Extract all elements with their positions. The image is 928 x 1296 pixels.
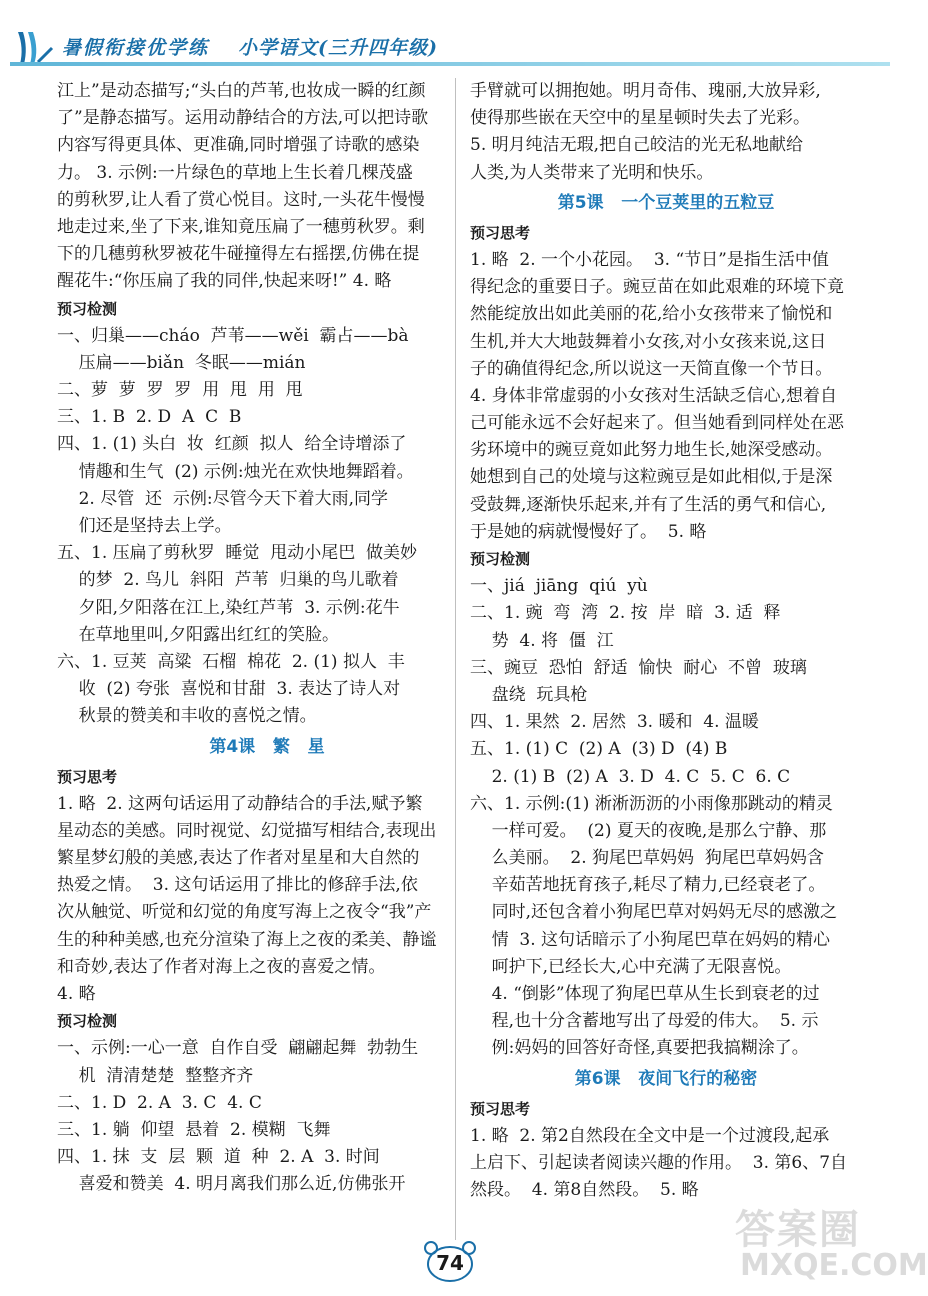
text-line: 她想到自己的处境与这粒豌豆是如此相似,于是深	[470, 467, 833, 488]
text-line: 二、1. D 2. A 3. C 4. C	[57, 1092, 262, 1113]
text-line: 五、1. 压扁了剪秋罗 睡觉 甩动小尾巴 做美妙	[57, 543, 418, 564]
text-line: 5. 明月纯洁无瑕,把自己皎洁的光无私地献给	[470, 135, 804, 156]
section-heading: 预习思考	[470, 223, 531, 242]
text-line: 1. 略 2. 这两句话运用了动静结合的手法,赋予繁	[57, 793, 423, 814]
text-line: 手臂就可以拥抱她。明月奇伟、瑰丽,大放异彩,	[470, 81, 821, 101]
page-header	[0, 0, 900, 72]
text-line: 同时,还包含着小狗尾巴草对妈妈无尽的感激之	[470, 902, 838, 923]
text-line: 三、豌豆 恐怕 舒适 愉快 耐心 不曾 玻璃	[470, 657, 807, 678]
section-heading: 预习检测	[57, 1012, 118, 1031]
text-line: 繁星梦幻般的美感,表达了作者对星星和大自然的	[57, 848, 420, 869]
text-line: 一样可爱。 (2) 夏天的夜晚,是那么宁静、那	[470, 820, 827, 841]
text-line: 4. 略	[57, 984, 96, 1004]
page-number-text: 74	[436, 1251, 464, 1275]
text-line: 1. 略 2. 一个小花园。 3. “节日”是指生活中值	[470, 249, 829, 270]
text-line: 情 3. 这句话暗示了小狗尾巴草在妈妈的精心	[470, 929, 831, 950]
text-line: 四、1. (1) 头白 妆 红颜 拟人 给全诗增添了	[57, 434, 407, 455]
text-line: 星动态的美感。同时视觉、幻觉描写相结合,表现出	[57, 820, 437, 841]
text-line: 江上”是动态描写;“头白的芦苇,也妆成一瞬的红颜	[57, 81, 426, 101]
text-line: 和奇妙,表达了作者对海上之夜的喜爱之情。	[57, 956, 386, 977]
watermark-en: MXQE.COM	[740, 1248, 928, 1283]
text-line: 夕阳,夕阳落在江上,染红芦苇 3. 示例:花牛	[57, 597, 400, 618]
text-line: 二、萝 萝 罗 罗 用 甩 用 甩	[57, 380, 303, 401]
text-line: 下的几穗剪秋罗被花牛碰撞得左右摇摆,仿佛在提	[57, 244, 420, 265]
text-line: 醒花牛:“你压扁了我的同伴,快起来呀!” 4. 略	[57, 271, 392, 292]
text-line: 生机,并大大地鼓舞着小女孩,对小女孩来说,这日	[470, 331, 827, 352]
subject-title: 小学语文(三升四年级)	[238, 37, 438, 59]
text-line: 然能绽放出如此美丽的花,给小女孩带来了愉悦和	[470, 304, 833, 325]
text-line: 生的种种美感,也充分渲染了海上之夜的柔美、静谧	[57, 929, 437, 950]
text-line: 么美丽。 2. 狗尾巴草妈妈 狗尾巴草妈妈含	[470, 848, 824, 869]
text-line: 五、1. (1) C (2) A (3) D (4) B	[470, 739, 728, 760]
text-line: 2. 尽管 还 示例:尽管今天下着大雨,同学	[57, 488, 388, 509]
text-line: 受鼓舞,逐渐快乐起来,并有了生活的勇气和信心,	[470, 494, 827, 515]
text-line: 辛茹苦地抚育孩子,耗尽了精力,已经衰老了。	[470, 875, 826, 896]
text-line: 盘绕 玩具枪	[470, 684, 588, 705]
section-heading: 预习思考	[57, 767, 118, 786]
text-line: 三、1. B 2. D A C B	[57, 407, 242, 428]
text-line: 使得那些嵌在天空中的星星顿时失去了光彩。	[470, 108, 810, 129]
text-line: 2. (1) B (2) A 3. D 4. C 5. C 6. C	[470, 766, 791, 787]
text-line: 呵护下,已经长大,心中充满了无限喜悦。	[470, 956, 792, 977]
text-line: 力。 3. 示例:一片绿色的草地上生长着几棵茂盛	[57, 162, 413, 183]
page-number	[415, 1238, 485, 1284]
text-line: 们还是坚持去上学。	[57, 516, 232, 536]
text-line: 四、1. 抹 支 层 颗 道 种 2. A 3. 时间	[57, 1147, 380, 1168]
text-line: 例:妈妈的回答好奇怪,真要把我搞糊涂了。	[470, 1038, 809, 1059]
text-line: 收 (2) 夸张 喜悦和甘甜 3. 表达了诗人对	[57, 679, 401, 700]
lesson-title-4: 第4课 繁 星	[209, 736, 325, 757]
text-line: 己可能永远不会好起来了。但当她看到同样处在恶	[470, 413, 844, 434]
right-column	[470, 78, 862, 1204]
text-line: 一、jiá jiāng qiú yù	[470, 576, 648, 597]
text-line: 程,也十分含蓄地写出了母爱的伟大。 5. 示	[470, 1011, 819, 1032]
text-line: 4. 身体非常虚弱的小女孩对生活缺乏信心,想着自	[470, 385, 838, 406]
text-line: 二、1. 豌 弯 湾 2. 按 岸 暗 3. 适 释	[470, 603, 781, 624]
text-line: 情趣和生气 (2) 示例:烛光在欢快地舞蹈着。	[57, 461, 414, 482]
text-line: 机 清清楚楚 整整齐齐	[57, 1065, 254, 1086]
section-heading: 预习检测	[57, 299, 118, 318]
text-line: 次从触觉、听觉和幻觉的角度写海上之夜令“我”产	[57, 902, 432, 923]
text-line: 的梦 2. 鸟儿 斜阳 芦苇 归巢的鸟儿歌着	[57, 570, 399, 591]
text-line: 三、1. 躺 仰望 悬着 2. 模糊 飞舞	[57, 1119, 331, 1140]
text-line: 在草地里叫,夕阳露出红红的笑脸。	[57, 624, 340, 645]
text-line: 于是她的病就慢慢好了。 5. 略	[470, 521, 707, 542]
text-line: 然段。 4. 第8自然段。 5. 略	[470, 1180, 699, 1201]
text-line: 一、示例:一心一意 自作自受 翩翩起舞 勃勃生	[57, 1038, 419, 1059]
header-band	[10, 62, 890, 66]
text-line: 四、1. 果然 2. 居然 3. 暖和 4. 温暖	[470, 712, 759, 733]
text-line: 劣环境中的豌豆竟如此努力地生长,她深受感动。	[470, 440, 833, 461]
text-line: 了”是静态描写。运用动静结合的方法,可以把诗歌	[57, 108, 429, 129]
text-line: 地走过来,坐了下来,谁知竟压扁了一穗剪秋罗。剩	[57, 216, 425, 237]
text-line: 热爱之情。 3. 这句话运用了排比的修辞手法,依	[57, 875, 418, 896]
text-line: 一、归巢——cháo 芦苇——wěi 霸占——bà	[57, 325, 409, 346]
text-line: 1. 略 2. 第2自然段在全文中是一个过渡段,起承	[470, 1125, 830, 1146]
text-line: 秋景的赞美和丰收的喜悦之情。	[57, 706, 317, 727]
text-line: 六、1. 豆荚 高粱 石榴 棉花 2. (1) 拟人 丰	[57, 651, 405, 672]
text-line: 上启下、引起读者阅读兴趣的作用。 3. 第6、7自	[470, 1152, 848, 1173]
text-line: 喜爱和赞美 4. 明月离我们那么近,仿佛张开	[57, 1174, 406, 1195]
lesson-title-5: 第5课 一个豆荚里的五粒豆	[557, 192, 775, 213]
text-line: 势 4. 将 僵 江	[470, 630, 614, 651]
text-line: 的剪秋罗,让人看了赏心悦目。这时,一头花牛慢慢	[57, 189, 425, 210]
text-line: 内容写得更具体、更准确,同时增强了诗歌的感染	[57, 135, 420, 156]
text-line: 子的确值得纪念,所以说这一天简直像一个节日。	[470, 358, 833, 379]
section-heading: 预习检测	[470, 550, 531, 568]
series-title: 暑假衔接优学练	[62, 37, 210, 59]
text-line: 4. “倒影”体现了狗尾巴草从生长到衰老的过	[470, 984, 820, 1004]
lesson-title-6: 第6课 夜间飞行的秘密	[574, 1068, 758, 1089]
left-column	[57, 78, 477, 1199]
watermark-cn: 答案圈	[735, 1207, 861, 1253]
text-line: 得纪念的重要日子。豌豆苗在如此艰难的环境下竟	[470, 277, 844, 298]
text-line: 压扁——biǎn 冬眠——mián	[57, 352, 306, 373]
section-heading: 预习思考	[470, 1099, 531, 1118]
text-line: 六、1. 示例:(1) 淅淅沥沥的小雨像那跳动的精灵	[470, 793, 833, 814]
text-line: 人类,为人类带来了光明和快乐。	[470, 162, 714, 183]
watermark	[720, 1190, 928, 1290]
